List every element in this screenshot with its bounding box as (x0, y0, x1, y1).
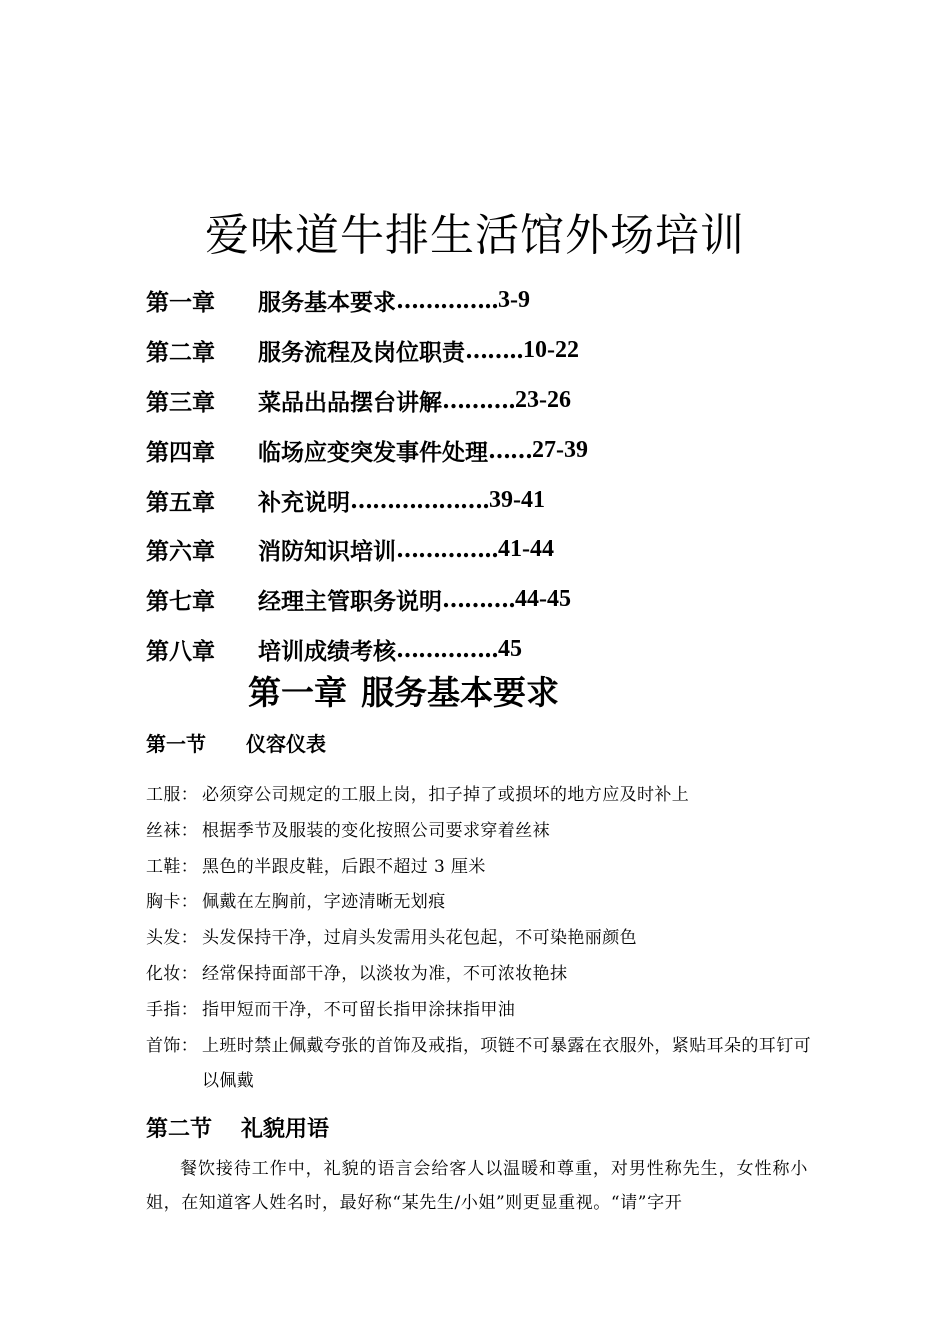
toc-page-range: 45 (498, 635, 523, 662)
rule-label: 首饰： (146, 1035, 199, 1056)
toc-chapter-title: 菜品出品摆台讲解 (258, 389, 442, 416)
toc-chapter-title: 服务基本要求 (258, 290, 396, 317)
toc-leader-dots: ………….. (396, 536, 499, 564)
toc-page-range: 41-44 (498, 536, 555, 563)
rule-text: 根据季节及服装的变化按照公司要求穿着丝袜 (202, 820, 550, 841)
toc-entry (146, 376, 846, 426)
toc-leader-dots: ………….. (396, 635, 499, 663)
chapter-number: 第一章 (248, 673, 347, 712)
appearance-rules-list (146, 778, 816, 1100)
section-title: 仪容仪表 (246, 732, 326, 756)
rule-label: 手指： (146, 999, 199, 1020)
toc-page-range: 23-26 (515, 386, 572, 413)
toc-leader-dots: …… (488, 436, 532, 464)
rule-label: 工服： (146, 785, 199, 805)
section-heading (146, 1114, 329, 1146)
toc-entry (146, 276, 846, 326)
rule-item (146, 957, 816, 993)
toc-entry (146, 425, 846, 475)
toc-entry (146, 625, 846, 675)
toc-chapter-number: 第三章 (146, 389, 215, 416)
rule-item (146, 814, 816, 850)
toc-page-range: 39-41 (489, 486, 546, 513)
toc-entry (146, 525, 846, 575)
toc-page-range: 10-22 (523, 337, 580, 364)
body-paragraph: 餐饮接待工作中，礼貌的语言会给客人以温暖和尊重，对男性称先生，女性称小姐，在知道客人姓名时，最好称“某先生/小姐”则更显重视。“请”字开 (146, 1159, 808, 1213)
rule-label: 胸卡： (146, 892, 199, 913)
toc-leader-dots: ………………. (350, 486, 490, 514)
rule-item (146, 993, 816, 1029)
toc-chapter-number: 第七章 (146, 589, 215, 616)
toc-chapter-number: 第八章 (146, 638, 215, 665)
chapter-heading (248, 670, 559, 716)
toc-chapter-title: 经理主管职务说明 (258, 589, 442, 616)
rule-text: 经常保持面部干净，以淡妆为准，不可浓妆艳抹 (202, 963, 568, 984)
section-heading (146, 729, 326, 759)
toc-chapter-title: 补充说明 (258, 489, 350, 516)
rule-label: 化妆： (146, 963, 199, 984)
toc-chapter-number: 第五章 (146, 489, 215, 516)
toc-chapter-number: 第一章 (146, 290, 215, 317)
toc-chapter-number: 第二章 (146, 340, 215, 367)
rule-label: 头发： (146, 928, 199, 949)
rule-item (146, 1029, 816, 1101)
table-of-contents (146, 276, 846, 674)
toc-leader-dots: ………. (442, 386, 516, 414)
toc-entry (146, 475, 846, 525)
rule-item (146, 921, 816, 957)
toc-chapter-title: 消防知识培训 (258, 539, 396, 566)
rule-item (146, 778, 816, 814)
toc-leader-dots: ………….. (396, 287, 499, 315)
document-title: 爱味道牛排生活馆外场培训 (205, 210, 745, 261)
rule-label: 丝袜： (146, 820, 199, 841)
rule-text: 头发保持干净，过肩头发需用头花包起，不可染艳丽颜色 (202, 928, 637, 949)
rule-item (146, 850, 816, 886)
toc-page-range: 3-9 (498, 287, 531, 314)
toc-chapter-title: 培训成绩考核 (258, 638, 396, 665)
section-title: 礼貌用语 (241, 1117, 330, 1142)
rule-text: 必须穿公司规定的工服上岗，扣子掉了或损坏的地方应及时补上 (202, 785, 690, 805)
toc-page-range: 44-45 (515, 586, 572, 613)
toc-entry (146, 326, 846, 376)
toc-leader-dots: …….. (465, 337, 524, 365)
toc-leader-dots: ………. (442, 586, 516, 614)
toc-chapter-number: 第四章 (146, 439, 215, 466)
section-number: 第一节 (146, 732, 206, 756)
rule-text: 上班时禁止佩戴夸张的首饰及戒指，项链不可暴露在衣服外，紧贴耳朵的耳钉可以佩戴 (202, 1035, 811, 1092)
rule-item (146, 885, 816, 921)
chapter-title: 服务基本要求 (361, 673, 559, 712)
rule-text: 黑色的半跟皮鞋，后跟不超过 3 厘米 (202, 856, 486, 877)
toc-chapter-number: 第六章 (146, 539, 215, 566)
section-number: 第二节 (146, 1117, 213, 1142)
toc-entry (146, 575, 846, 625)
rule-label: 工鞋： (146, 856, 199, 877)
toc-chapter-title: 临场应变突发事件处理 (258, 439, 488, 466)
rule-text: 指甲短而干净，不可留长指甲涂抹指甲油 (202, 999, 516, 1020)
toc-chapter-title: 服务流程及岗位职责 (258, 340, 465, 367)
toc-page-range: 27-39 (532, 436, 588, 463)
rule-text: 佩戴在左胸前，字迹清晰无划痕 (202, 892, 446, 913)
